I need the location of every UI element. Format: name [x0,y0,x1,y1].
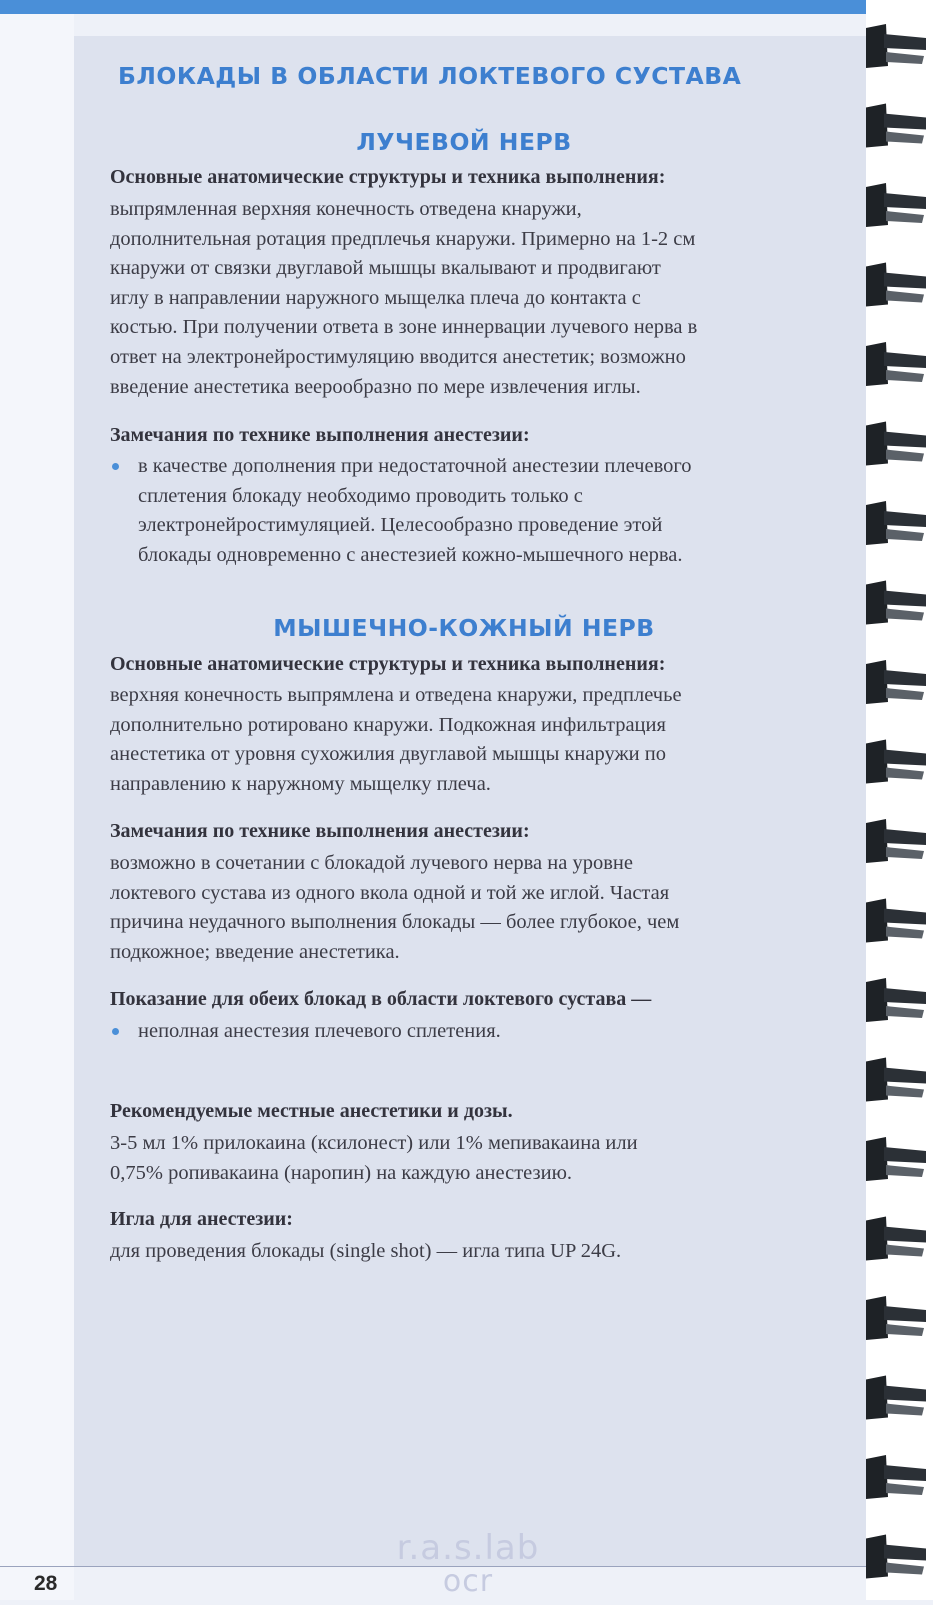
spiral-ring [866,1137,926,1181]
watermark [373,1528,563,1599]
radial-anatomy-heading: Основные анатомические структуры и техника выполнения: [110,166,666,188]
spiral-ring [866,660,926,704]
section-title-musculocutaneous-nerve: МЫШЕЧНО-КОЖНЫЙ НЕРВ [273,614,655,642]
spiral-ring [866,1217,926,1261]
spiral-ring [866,263,926,307]
text-line: ответ на электронейростимуляцию вводится анестетик; возможно [110,345,686,368]
spiral-ring [866,342,926,386]
text-line: локтевого сустава из одного вкола одной и той же иглой. Частая [110,881,670,904]
text-line: для проведения блокады (single shot) — игла типа UP 24G. [110,1240,622,1262]
spiral-ring [866,819,926,863]
musculocutaneous-notes-text [110,849,840,967]
section-title-radial-nerve: ЛУЧЕВОЙ НЕРВ [356,128,572,156]
musculocutaneous-anatomy-text [110,681,840,799]
spiral-ring [866,1376,926,1420]
text-line: 3-5 мл 1% прилокаина (ксилонест) или 1% мепивакаина или [110,1132,638,1154]
spiral-ring [866,1455,926,1499]
page-number: 28 [34,1572,58,1595]
spiral-ring [866,183,926,227]
top-color-bar [0,0,866,14]
spiral-ring [866,1535,926,1579]
bullet-text [138,1017,850,1047]
spiral-ring [866,1058,926,1102]
spiral-ring [866,899,926,943]
text-line: возможно в сочетании с блокадой лучевого нерва на уровне [110,852,633,874]
text-line: анестетика от уровня сухожилия двуглавой мышцы кнаружи по [110,743,666,766]
text-line: кнаружи от связки двуглавой мышцы вкалывают и продвигают [110,257,661,280]
radial-notes-bullet [110,452,850,570]
bullet-icon [112,463,119,470]
anesthetics-heading: Рекомендуемые местные анестетики и дозы. [110,1100,513,1122]
text-line: электронейростимуляцией. Целесообразно проведение этой [138,514,663,537]
anesthetics-text [110,1129,840,1188]
spiral-ring [866,501,926,545]
spiral-ring [866,104,926,148]
text-line: дополнительная ротация предплечья кнаружи. Примерно на 1-2 см [110,227,696,250]
spiral-ring [866,581,926,625]
text-line: верхняя конечность выпрямлена и отведена кнаружи, предплечье [110,684,682,706]
radial-anatomy-text [110,195,840,402]
text-line: костью. При получении ответа в зоне иннервации лучевого нерва в [110,316,698,339]
text-line: неполная анестезия плечевого сплетения. [138,1020,501,1042]
musculocutaneous-notes-heading: Замечания по технике выполнения анестезии: [110,820,530,842]
spiral-ring [866,1296,926,1340]
text-line: дополнительно ротировано кнаружи. Подкожная инфильтрация [110,713,666,736]
spiral-rings [866,0,933,1600]
musculocutaneous-anatomy-heading: Основные анатомические структуры и техника выполнения: [110,653,666,675]
bullet-text [138,452,850,570]
text-line: подкожное; введение анестетика. [110,940,400,963]
indication-heading: Показание для обеих блокад в области локтевого сустава — [110,988,652,1010]
needle-heading: Игла для анестезии: [110,1208,293,1230]
text-line: введение анестетика веерообразно по мере извлечения иглы. [110,375,641,398]
indication-bullet [110,1017,850,1047]
bullet-icon [112,1028,119,1035]
spiral-ring [866,422,926,466]
spiral-ring [866,978,926,1022]
spiral-ring [866,24,926,68]
text-line: блокады одновременно с анестезией кожно-мышечного нерва. [138,543,683,566]
text-line: в качестве дополнения при недостаточной анестезии плечевого [138,455,692,477]
radial-notes-heading: Замечания по технике выполнения анестезии: [110,424,530,446]
text-line: направлению к наружному мыщелку плеча. [110,772,491,795]
spiral-ring [866,740,926,784]
text-line: причина неудачного выполнения блокады — более глубокое, чем [110,911,680,934]
text-line: иглу в направлении наружного мыщелка плеча до контакта с [110,286,641,309]
text-line: сплетения блокаду необходимо проводить только с [138,484,583,507]
page-title: БЛОКАДЫ В ОБЛАСТИ ЛОКТЕВОГО СУСТАВА [118,62,742,90]
spiral-binding [866,0,933,1600]
text-line: выпрямленная верхняя конечность отведена кнаружи, [110,198,582,220]
left-margin [0,14,74,1600]
watermark-bottom: ocr [442,1564,494,1599]
text-line: 0,75% ропивакаина (наропин) на каждую анестезию. [110,1161,573,1184]
watermark-top: r.a.s.lab [396,1528,540,1568]
needle-text [110,1237,840,1267]
